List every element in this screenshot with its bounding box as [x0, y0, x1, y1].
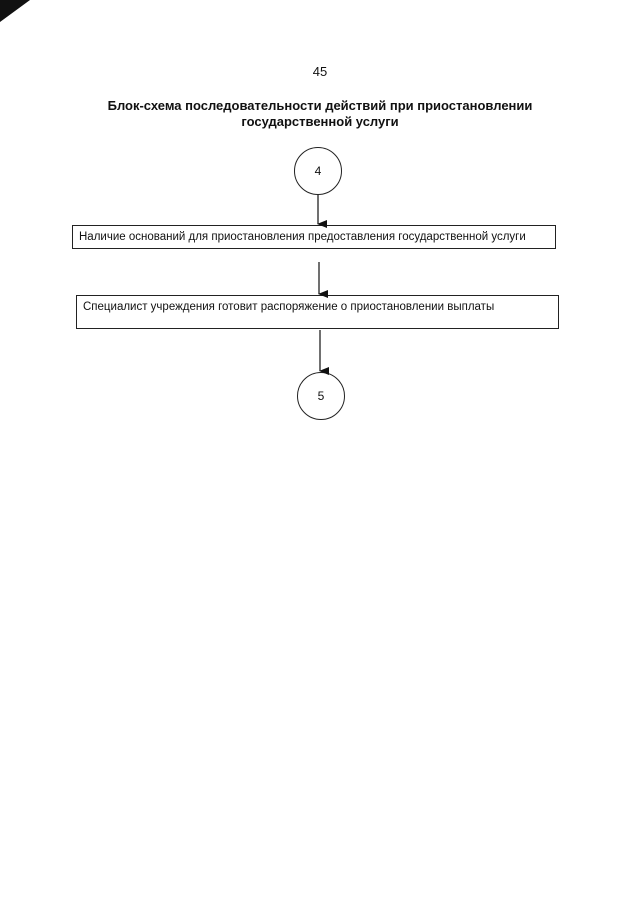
page-number: 45 — [312, 64, 328, 79]
connector-start-label: 4 — [314, 164, 322, 178]
page-title: Блок-схема последовательности действий при приостановлении государственной услуги — [107, 98, 533, 129]
flow-step-1-text: Наличие оснований для приостановления предоставления государственной услуги — [79, 231, 526, 243]
connector-end-label: 5 — [317, 389, 325, 403]
flow-step-2-text: Специалист учреждения готовит распоряжение о приостановлении выплаты — [83, 301, 495, 313]
